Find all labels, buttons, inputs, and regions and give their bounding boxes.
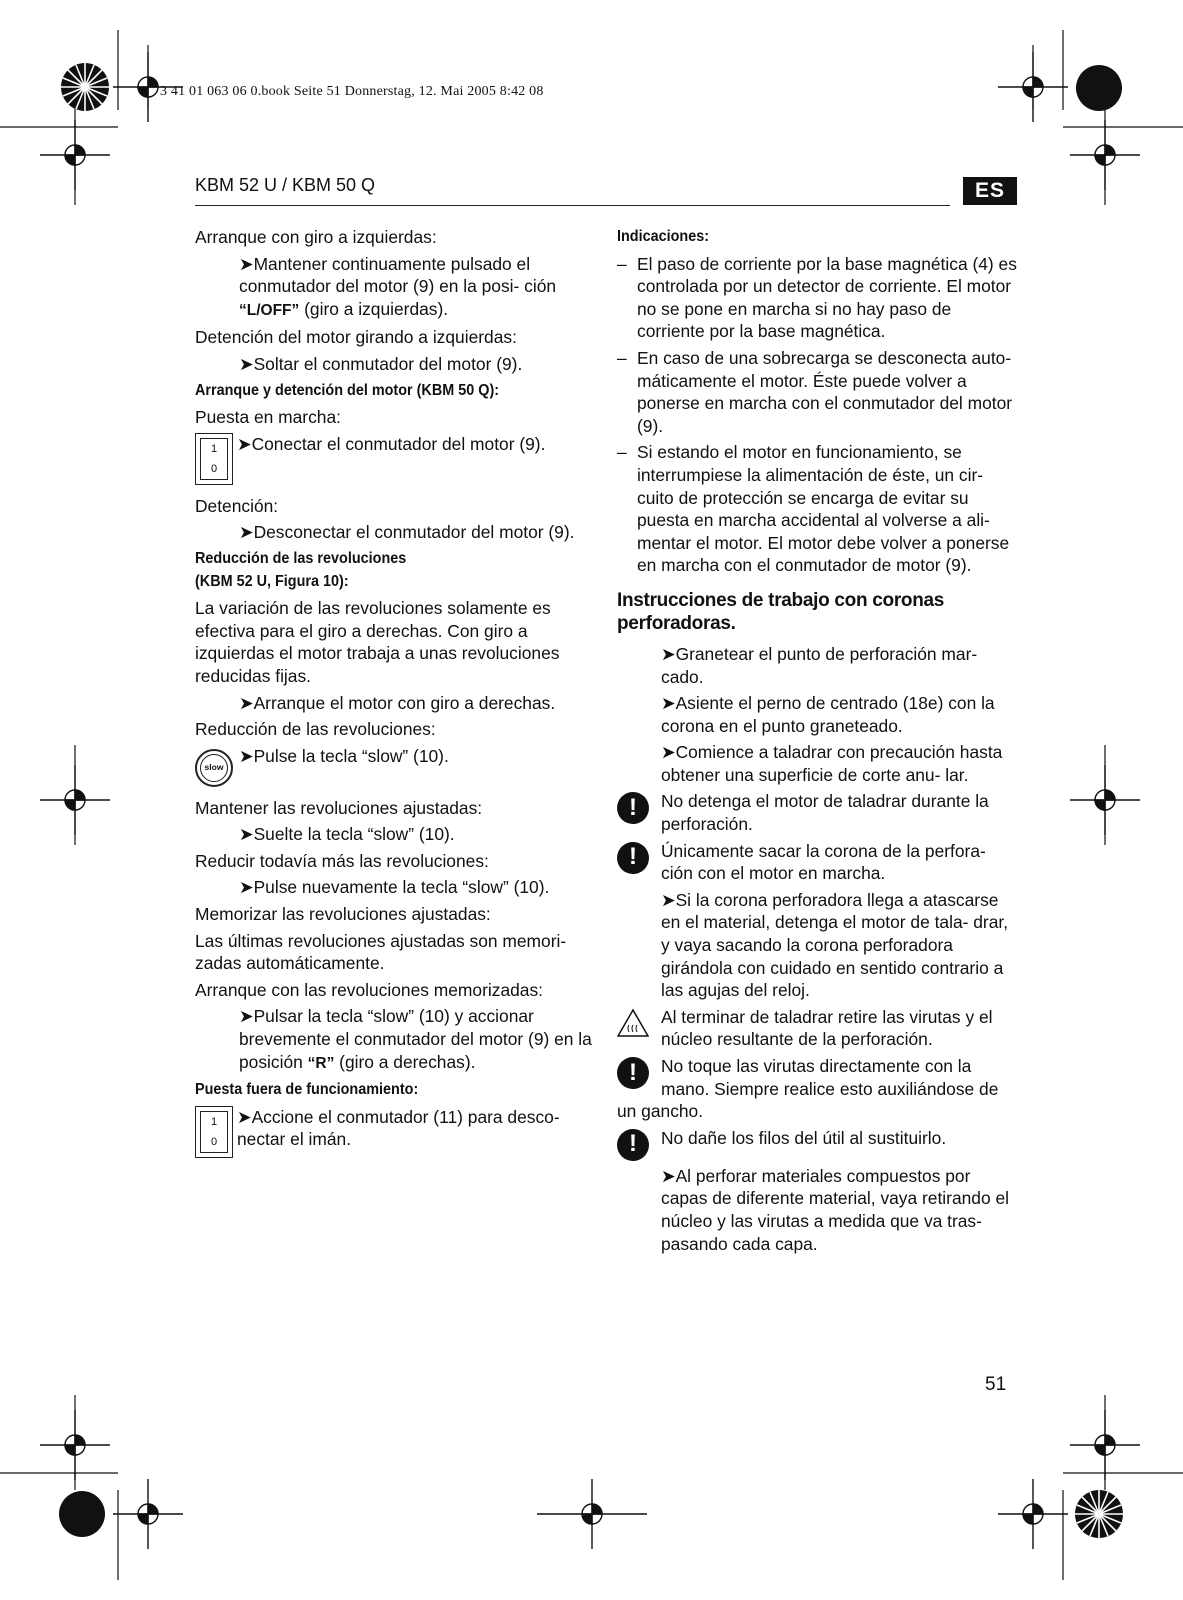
caution-note: ! No detenga el motor de taladrar durante la perforación. [617,790,1017,835]
text: Reducir todavía más las revoluciones: [195,850,489,871]
instruction: ➤Mantener continuamente pulsado el conmutador del motor (9) en la posi- ción “L/OFF” (giro a izquierdas). [239,253,557,319]
hot-surface-warning-icon [617,1008,649,1038]
section-heading: (KBM 52 U, Figura 10): [195,572,349,590]
exclamation-icon: ! [617,792,649,824]
instruction: ➤Asiente el perno de centrado (18e) con la corona en el punto graneteado. [661,693,995,736]
hot-surface-note: Al terminar de taladrar retire las virutas y el núcleo resultante de la perforación. [617,1006,1017,1051]
caution-note: ! No dañe los filos del útil al sustituirlo. [617,1127,1017,1161]
dash-item: – El paso de corriente por la base magnética (4) es controlada por un detector de corriente. El motor no se pone en marcha si no hay paso de corriente por la base magnética. [617,253,1017,342]
instruction: ➤Comience a taladrar con precaución hasta obtener una superficie de corte anu- lar. [661,742,1003,785]
slow-button-icon: slow [195,749,233,787]
caution-note: ! No toque las virutas directamente con la mano. Siempre realice esto auxiliándose de [617,1055,1017,1100]
instruction: ➤Soltar el conmutador del motor (9). [239,353,523,374]
slow-instruction [195,745,595,797]
switch-instruction [195,433,595,495]
text: Memorizar las revoluciones ajustadas: [195,904,491,925]
section-heading: Reducción de las revoluciones [195,549,407,567]
instruction: ➤Granetear el punto de perforación mar- cado. [661,643,978,687]
instruction: ➤Si la corona perforadora llega a atascarse en el material, detenga el motor de tala- drar, y vaya sacando la corona perforadora girándola con cuidado en sentido contrario a las agujas del reloj. [661,889,1009,1001]
switch-instruction [195,1106,595,1168]
section-heading: Puesta fuera de funcionamiento: [195,1081,419,1099]
right-column [617,226,1017,1259]
instruction: ➤Conectar el conmutador del motor (9). [237,433,546,454]
header-title: KBM 52 U / KBM 50 Q [195,175,376,195]
text: Mantener las revoluciones ajustadas: [195,797,483,818]
left-column [195,226,595,1168]
text: Arranque con giro a izquierdas: [195,227,437,247]
page-number: 51 [985,1374,1007,1395]
section-heading: Arranque y detención del motor (KBM 50 Q): [195,381,500,399]
dash-item: – Si estando el motor en funcionamiento, se interrumpiese la alimentación de éste, un cir- cuito de protección se encarga de evitar su puesta en marcha accidental al volverse a ali- mentar el motor. El motor debe volver a ponerse en marcha con el conmutador de motor (9). [617,442,1010,576]
instruction: ➤Pulse la tecla “slow” (10). [239,745,449,766]
text: La variación de las revoluciones solamente es efectiva para el giro a derechas. Con giro a izquierdas el motor trabaja a unas revoluciones reducidas fijas. [195,598,560,686]
exclamation-icon: ! [617,1129,649,1161]
switch-icon: 1 0 [195,1106,233,1158]
exclamation-icon: ! [617,1057,649,1089]
section-heading: Instrucciones de trabajo con coronas perforadoras. [617,589,945,634]
instruction: ➤Pulsar la tecla “slow” (10) y accionar brevemente el conmutador del motor (9) en la posición “R” (giro a derechas). [239,1006,592,1072]
instruction: ➤Arranque el motor con giro a derechas. [239,692,556,713]
text: Reducción de las revoluciones: [195,719,436,740]
text: un gancho. [617,1101,704,1122]
text: Detención del motor girando a izquierdas: [195,327,517,348]
instruction: ➤Suelte la tecla “slow” (10). [239,824,455,845]
exclamation-icon: ! [617,842,649,874]
dash-item: – En caso de una sobrecarga se desconecta auto- máticamente el motor. Éste puede volver a ponerse en marcha con el conmutador del motor (9). [617,347,1013,436]
caution-note: ! Únicamente sacar la corona de la perfora- ción con el motor en marcha. [617,840,1017,885]
instruction: ➤Pulse nuevamente la tecla “slow” (10). [239,877,550,898]
instruction: ➤Desconectar el conmutador del motor (9). [239,522,575,543]
text: Arranque con las revoluciones memorizadas: [195,979,543,1000]
text: Detención: [195,495,279,516]
section-heading: Indicaciones: [617,228,710,245]
switch-icon: 1 0 [195,433,233,485]
print-info-line: 3 41 01 063 06 0.book Seite 51 Donnerstag, 12. Mai 2005 8:42 08 [160,84,544,99]
text: Puesta en marcha: [195,407,341,428]
text: Las últimas revoluciones ajustadas son memori- zadas automáticamente. [195,930,567,974]
header-rule [195,205,950,206]
instruction: ➤Al perforar materiales compuestos por capas de diferente material, vaya retirando el núcleo y las virutas a medida que va tras- pasando cada capa. [661,1165,1010,1254]
instruction: ➤Accione el conmutador (11) para desco- nectar el imán. [237,1106,560,1150]
language-badge: ES [963,177,1017,205]
